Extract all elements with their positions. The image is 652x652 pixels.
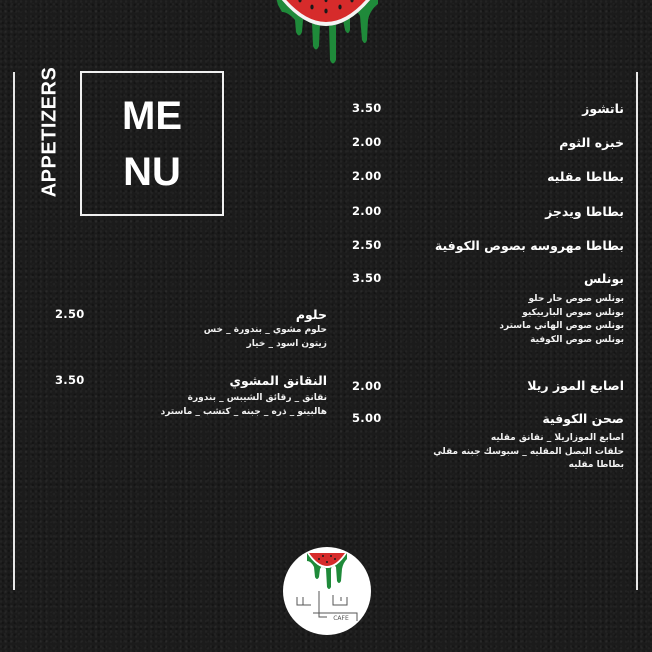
description-line: بطاطا مقليه (568, 460, 624, 470)
menu-item-name: بونلس (584, 271, 624, 286)
menu-title-line-1: ME (122, 93, 182, 138)
description-line: هالبينو _ ذره _ جبنه _ كتشب _ ماسترد (160, 406, 327, 417)
description-line: اصابع الموزاريلا _ نقانق مقليه (490, 433, 624, 443)
menu-item-name: ناتشوز (582, 101, 624, 116)
menu-item-name: حلوم (295, 307, 327, 322)
menu-item-price: 2.00 (352, 135, 382, 149)
menu-item-price: 2.00 (352, 379, 382, 393)
menu-item-description (433, 432, 624, 473)
menu-item-price: 3.50 (55, 373, 85, 387)
section-title-appetizers: APPETIZERS (38, 66, 61, 198)
menu-item-description (499, 293, 624, 347)
menu-item-price: 2.00 (352, 169, 382, 183)
description-line: نقانق _ رقائق الشيبس _ بندورة (187, 393, 327, 403)
description-line: بونلس صوص حار حلو (528, 294, 624, 304)
menu-item-price: 3.50 (352, 271, 382, 285)
left-border-line (13, 72, 15, 590)
menu-item-description (161, 392, 327, 419)
menu-item-name: بطاطا ويدجز (545, 204, 624, 219)
menu-item-price: 5.00 (352, 411, 382, 425)
menu-item-name: بطاطا مهروسه بصوص الكوفية (434, 238, 624, 253)
description-line: حلوم مشوي _ بندورة _ خس (203, 325, 327, 335)
right-border-line (636, 72, 638, 590)
menu-item-description (204, 324, 327, 351)
menu-item-price: 2.00 (352, 204, 382, 218)
menu-item-name: صحن الكوفية (542, 411, 624, 426)
menu-item-name: اصابع الموز ريلا (527, 378, 624, 393)
logo-caption: CAFE (333, 615, 349, 622)
description-line: زيتون اسود _ خيار (246, 338, 327, 349)
menu-item-price: 2.50 (352, 238, 382, 252)
cafe-logo (283, 547, 371, 635)
description-line: بونلس صوص الباربيكيو (522, 307, 624, 318)
menu-item-name: النقانق المشوي (229, 373, 327, 388)
menu-title-box (80, 71, 224, 216)
menu-item-name: خبزه الثوم (559, 135, 624, 150)
description-line: حلقات البصل المقليه _ سبوسك جبنه مقلي (433, 446, 624, 457)
watermelon-drip-icon (270, 0, 382, 85)
description-line: بونلس صوص الهاني ماسترد (499, 321, 624, 331)
description-line: بونلس صوص الكوفية (530, 334, 624, 345)
menu-item-name: بطاطا مقليه (547, 169, 624, 184)
menu-item-price: 3.50 (352, 101, 382, 115)
menu-item-price: 2.50 (55, 307, 85, 321)
menu-title-line-2: NU (123, 149, 181, 194)
